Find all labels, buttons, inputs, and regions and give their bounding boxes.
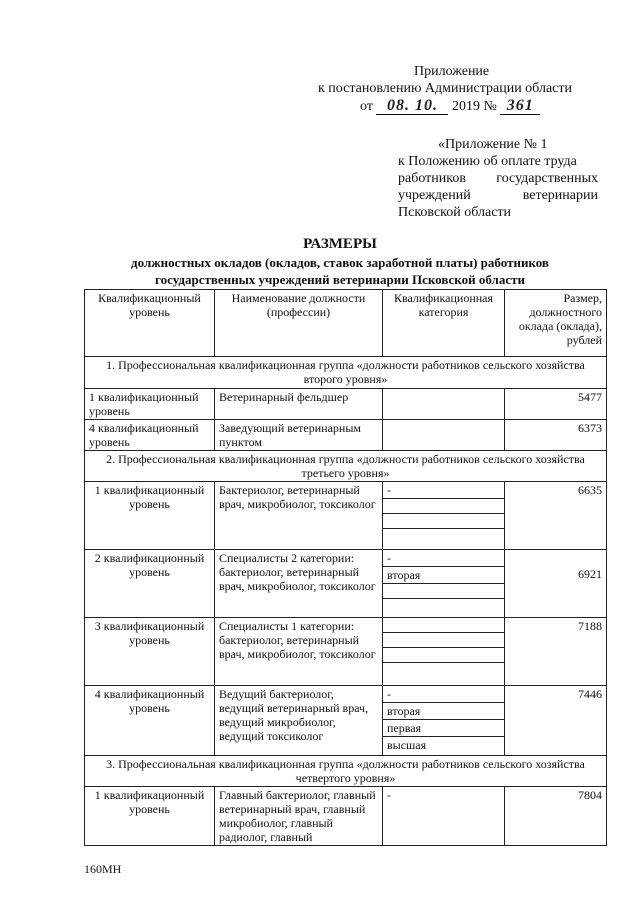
category-line: вторая <box>383 703 504 720</box>
attachment-block <box>398 136 598 221</box>
header-category: Квалификационная категория <box>383 290 505 357</box>
cell-level: 1 квалификационный уровень <box>85 389 215 420</box>
attachment-word: ветеринарии <box>522 188 598 203</box>
cell-category <box>383 686 505 756</box>
decree-line: к постановлению Администрации области <box>318 81 572 96</box>
doc-title: РАЗМЕРЫ <box>303 236 377 252</box>
table-header-row <box>85 290 607 357</box>
cell-level: 4 квалификационный уровень <box>85 686 215 756</box>
from-label: от <box>360 99 373 114</box>
cell-salary: 7804 <box>505 787 607 846</box>
cell-category <box>383 482 505 550</box>
doc-subtitle-2: государственных учреждений ветеринарии Псковской области <box>155 272 525 287</box>
group-row-1 <box>85 357 607 389</box>
cell-salary: 5477 <box>505 389 607 420</box>
table-row <box>85 389 607 420</box>
table-row <box>85 482 607 550</box>
attachment-line-5: Псковской области <box>398 205 512 220</box>
category-line: высшая <box>387 738 427 752</box>
group-row-2 <box>85 451 607 482</box>
category-line: - <box>383 550 504 567</box>
appendix-label: Приложение <box>414 64 490 79</box>
doc-subtitle-1: должностных окладов (окладов, ставок заработной платы) работников <box>131 255 549 270</box>
category-line <box>383 584 504 599</box>
category-line: - <box>383 482 504 499</box>
cell-category <box>383 420 505 451</box>
cell-salary: 7446 <box>505 686 607 756</box>
year-number-label: 2019 № <box>451 99 497 114</box>
attachment-line-2: к Положению об оплате труда <box>398 154 577 169</box>
table-row <box>85 686 607 756</box>
cell-position: Заведующий ветеринарным пунктом <box>215 420 383 451</box>
cell-position: Специалисты 1 категории: бактериолог, ветеринарный врач, микробиолог, токсиколог <box>215 618 383 686</box>
category-line: вторая <box>383 567 504 584</box>
category-line <box>383 514 504 529</box>
category-line: первая <box>383 720 504 737</box>
salary-table <box>84 289 607 846</box>
header-salary: Размер, должностного оклада (оклада), рублей <box>505 290 607 357</box>
category-line: - <box>383 686 504 703</box>
cell-salary: 6635 <box>505 482 607 550</box>
cell-position: Специалисты 2 категории: бактериолог, ветеринарный врач, микробиолог, токсиколог <box>215 550 383 618</box>
category-line <box>383 499 504 514</box>
cell-position: Ведущий бактериолог, ведущий ветеринарный врач, ведущий микробиолог, ведущий токсиколог <box>215 686 383 756</box>
decree-date-line <box>360 97 540 115</box>
group-row-3 <box>85 756 607 787</box>
group-label: 2. Профессиональная квалификационная группа «должности работников сельского хозяйства третьего уровня» <box>85 451 607 482</box>
category-line <box>383 663 504 678</box>
attachment-word: работников <box>398 171 466 186</box>
table-row <box>85 420 607 451</box>
group-label: 3. Профессиональная квалификационная группа «должности работников сельского хозяйства четвертого уровня» <box>85 756 607 787</box>
attachment-word: учреждений <box>398 188 471 203</box>
cell-level: 4 квалификационный уровень <box>85 420 215 451</box>
cell-category <box>383 618 505 686</box>
cell-category: - <box>383 787 505 846</box>
footer-code: 160МН <box>84 862 122 876</box>
cell-category <box>383 389 505 420</box>
category-line <box>383 633 504 648</box>
table-row <box>85 618 607 686</box>
handwritten-number: 361 <box>500 97 540 115</box>
cell-salary: 6373 <box>505 420 607 451</box>
cell-position: Ветеринарный фельдшер <box>215 389 383 420</box>
cell-level: 3 квалификационный уровень <box>85 618 215 686</box>
cell-position: Главный бактериолог, главный ветеринарный врач, главный микробиолог, главный радиолог, главный <box>215 787 383 846</box>
cell-salary: 7188 <box>505 618 607 686</box>
cell-salary: 6921 <box>505 550 607 618</box>
cell-position: Бактериолог, ветеринарный врач, микробиолог, токсиколог <box>215 482 383 550</box>
category-line <box>383 648 504 663</box>
table-row <box>85 787 607 846</box>
attachment-word: государственных <box>496 171 598 186</box>
attachment-line-4 <box>398 187 598 204</box>
category-line <box>383 618 504 633</box>
header-level: Квалификационный уровень <box>85 290 215 357</box>
cell-level: 1 квалификационный уровень <box>85 482 215 550</box>
cell-level: 2 квалификационный уровень <box>85 550 215 618</box>
cell-category <box>383 550 505 618</box>
attachment-line-1: «Приложение № 1 <box>438 137 548 152</box>
table-row <box>85 550 607 618</box>
attachment-line-3 <box>398 170 598 187</box>
header-position: Наименование должности (профессии) <box>215 290 383 357</box>
cell-level: 1 квалификационный уровень <box>85 787 215 846</box>
category-line <box>383 529 504 544</box>
group-label: 1. Профессиональная квалификационная группа «должности работников сельского хозяйства второго уровня» <box>85 357 607 389</box>
handwritten-date: 08. 10. <box>376 97 448 115</box>
category-line <box>383 599 504 614</box>
